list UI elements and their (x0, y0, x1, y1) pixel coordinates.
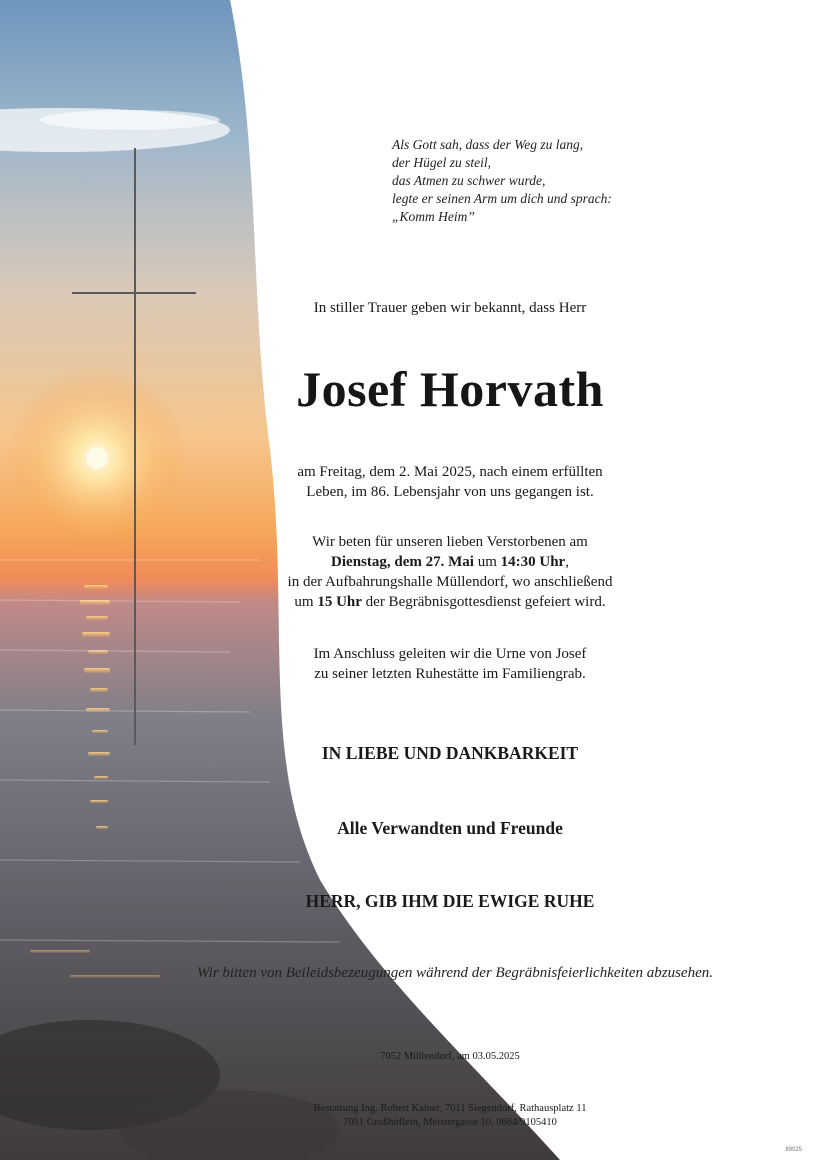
condolence-notice: Wir bitten von Beileidsbezeugungen während der Begräbnisfeierlichkeiten abzusehen. (197, 965, 713, 981)
funeral-details (220, 532, 680, 612)
intro-text: In stiller Trauer geben wir bekannt, dass Herr (313, 300, 587, 316)
funeral-time: 14:30 Uhr (500, 554, 566, 570)
poem-line: das Atmen zu schwer wurde, (392, 173, 546, 188)
prayer-line: HERR, GIB IHM DIE EWIGE RUHE (305, 891, 595, 911)
poem-line: „Komm Heim” (392, 209, 475, 224)
undertaker-line: 7051 Großhöflein, Meistergasse 10, 0664/9105410 (343, 1117, 557, 1128)
print-code: 89025 (785, 1147, 802, 1153)
poem-line: der Hügel zu steil, (392, 155, 491, 170)
funeral-um: um (473, 554, 501, 570)
funeral-date: Dienstag, dem 27. Mai (331, 554, 474, 570)
poem-line: Als Gott sah, dass der Weg zu lang, (392, 137, 584, 152)
love-line: IN LIEBE UND DANKBARKEIT (321, 743, 579, 763)
funeral-comma: , (565, 554, 569, 570)
urn-line: zu seiner letzten Ruhestätte im Familiengrab. (314, 666, 586, 682)
poem (392, 136, 692, 226)
undertaker-line: Bestattung Ing. Robert Kainer, 7011 Siegendorf, Rathausplatz 11 (313, 1103, 587, 1114)
urn-line: Im Anschluss geleiten wir die Urne von Josef (313, 646, 587, 662)
deceased-name: Josef Horvath (296, 361, 604, 417)
poem-line: legte er seinen Arm um dich und sprach: (392, 191, 612, 206)
funeral-line: Wir beten für unseren lieben Verstorbenen am (312, 534, 588, 550)
undertaker-info (230, 1102, 670, 1130)
funeral-mass-line (220, 592, 680, 612)
funeral-line: in der Aufbahrungshalle Müllendorf, wo anschließend (287, 574, 613, 590)
funeral-mass-text: der Begräbnisgottesdienst gefeiert wird. (361, 594, 606, 610)
mass-time: 15 Uhr (317, 594, 362, 610)
relatives-line: Alle Verwandten und Freunde (337, 818, 563, 838)
funeral-um2: um (294, 594, 318, 610)
death-notice (220, 462, 680, 502)
place-date: 7052 Müllendorf, am 03.05.2025 (380, 1051, 520, 1062)
death-notice-line: am Freitag, dem 2. Mai 2025, nach einem erfüllten (297, 464, 603, 480)
death-notice-line: Leben, im 86. Lebensjahr von uns gegangen ist. (306, 484, 594, 500)
funeral-date-line (220, 552, 680, 572)
urn-text (220, 644, 680, 684)
